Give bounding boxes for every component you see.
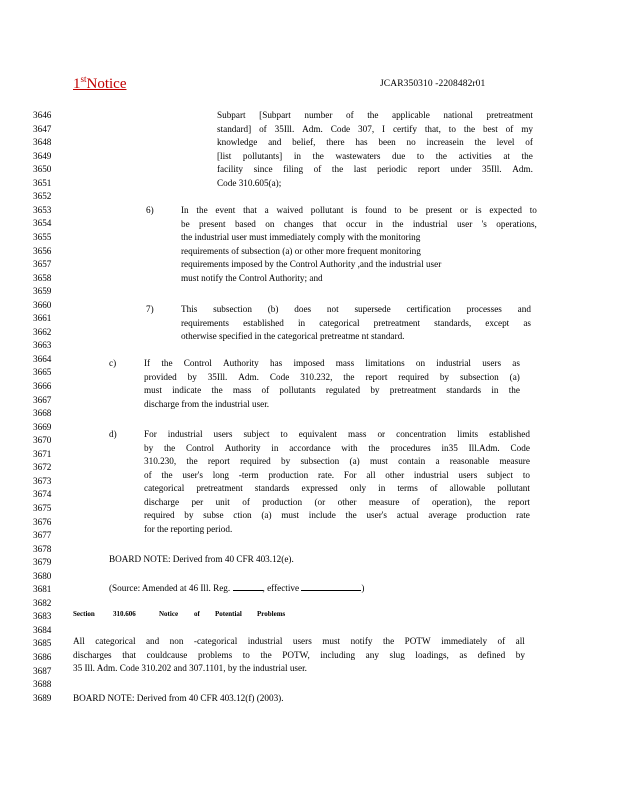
source-line xyxy=(109,581,364,596)
text-line: otherwise specified in the categorical pretreatme nt standard. xyxy=(181,331,405,342)
line-number: 3675 xyxy=(33,502,52,513)
line-number: 3649 xyxy=(33,150,52,161)
source-prefix: (Source: Amended at 46 Ill. Reg. xyxy=(109,583,231,593)
item-c-paragraph xyxy=(144,357,520,411)
line-number: 3684 xyxy=(33,624,52,635)
text-line: discharge per unit of production (or other measure of operation), the report xyxy=(144,496,530,507)
text-line: must notify the Control Authority; and xyxy=(181,272,323,283)
line-number: 3653 xyxy=(33,204,52,215)
text-line: of the user's long -term production rate. For all other industrial users subject to xyxy=(144,469,530,480)
text-line: standard] of 35Ill. Adm. Code 307, I certify that, to the best of my xyxy=(217,123,533,134)
text-line: knowledge and belief, there has been no increasein the level of xyxy=(217,137,533,148)
line-number: 3650 xyxy=(33,164,52,175)
item-7-paragraph xyxy=(181,303,531,344)
line-number: 3682 xyxy=(33,597,52,608)
text-line: provided by 35Ill. Adm. Code 310.232, the report required by subsection (a) xyxy=(144,371,520,382)
line-number: 3688 xyxy=(33,679,52,690)
section-label: Section xyxy=(73,610,95,618)
text-line: [list pollutants] in the wastewaters due to the activities at the xyxy=(217,150,533,161)
text-line: for the reporting period. xyxy=(144,523,233,534)
notice-prefix: 1 xyxy=(73,76,81,92)
line-number: 3647 xyxy=(33,123,52,134)
line-number: 3667 xyxy=(33,394,52,405)
text-line: All categorical and non -categorical industrial users must notify the POTW immediately of all xyxy=(73,636,525,646)
line-number: 3660 xyxy=(33,299,52,310)
line-number: 3646 xyxy=(33,110,52,120)
line-number: 3652 xyxy=(33,191,52,202)
text-line: facility since filing of the last periodic report under 35Ill. Adm. xyxy=(217,164,533,175)
text-line: be present based on changes that occur in the industrial user 's operations, xyxy=(181,218,537,229)
board-note-2: BOARD NOTE: Derived from 40 CFR 403.12(f) (2003). xyxy=(73,693,284,703)
effective-date-blank xyxy=(301,581,361,591)
section-title-word: of xyxy=(194,610,200,618)
line-number: 3674 xyxy=(33,489,52,500)
line-number: 3666 xyxy=(33,381,52,391)
text-line: requirements established in categorical pretreatment standards, except as xyxy=(181,317,531,328)
text-line: discharges that couldcause problems to the POTW, including any slug loadings, as defined by xyxy=(73,649,525,660)
text-line: the industrial user must immediately comply with the monitoring xyxy=(181,232,421,243)
line-number: 3658 xyxy=(33,272,52,283)
text-line: Code 310.605(a); xyxy=(217,177,282,188)
line-number: 3685 xyxy=(33,638,52,649)
line-number: 3671 xyxy=(33,448,52,459)
line-number: 3686 xyxy=(33,652,52,662)
text-line: requirements imposed by the Control Authority ,and the industrial user xyxy=(181,259,442,270)
line-number: 3681 xyxy=(33,584,52,595)
text-line: 35 Ill. Adm. Code 310.202 and 307.1101, by the industrial user. xyxy=(73,663,307,674)
line-number: 3655 xyxy=(33,231,52,242)
line-number: 3668 xyxy=(33,408,52,419)
text-line: must indicate the mass of pollutants regulated by pretreatment standards in the xyxy=(144,385,520,396)
text-line: requirements of subsection (a) or other more frequent monitoring xyxy=(181,245,421,256)
notice-word: Notice xyxy=(86,76,127,92)
document-id: JCAR350310 -2208482r01 xyxy=(380,79,486,89)
text-line: categorical pretreatment standards expressed only in terms of allowable pollutant xyxy=(144,483,530,494)
line-number: 3648 xyxy=(33,137,52,148)
line-number: 3670 xyxy=(33,435,52,446)
line-number: 3689 xyxy=(33,692,52,703)
line-number: 3657 xyxy=(33,259,52,270)
source-mid: , effective xyxy=(262,583,300,593)
line-number: 3672 xyxy=(33,462,52,473)
item-c-label: c) xyxy=(109,358,117,368)
text-line: 310.230, the report required by subsection (a) must contain a reasonable measure xyxy=(144,456,530,467)
notification-paragraph xyxy=(73,635,525,676)
item-d-label: d) xyxy=(109,429,117,439)
text-line: required by subse ction (a) must include the user's actual average production rate xyxy=(144,510,530,521)
item-6-label: 6) xyxy=(146,205,154,215)
notice-superscript: st xyxy=(80,74,87,84)
line-number: 3683 xyxy=(33,611,52,622)
line-number: 3664 xyxy=(33,353,52,364)
section-number: 310.606 xyxy=(113,610,136,618)
line-number: 3651 xyxy=(33,177,52,188)
source-end: ) xyxy=(361,583,365,593)
line-number: 3679 xyxy=(33,557,52,568)
text-line: In the event that a waived pollutant is found to be present or is expected to xyxy=(181,205,537,215)
text-line: For industrial users subject to equivalent mass or concentration limits established xyxy=(144,429,530,439)
register-blank xyxy=(233,581,263,591)
item-d-paragraph xyxy=(144,428,530,536)
line-number: 3661 xyxy=(33,313,52,324)
line-number: 3659 xyxy=(33,286,52,297)
text-line: Subpart [Subpart number of the applicable national pretreatment xyxy=(217,110,533,120)
text-line: If the Control Authority has imposed mass limitations on industrial users as xyxy=(144,358,520,368)
text-line: by the Control Authority in accordance with the procedures in35 Ill.Adm. Code xyxy=(144,442,530,453)
line-number: 3680 xyxy=(33,570,52,581)
line-number: 3677 xyxy=(33,530,52,541)
notice-heading xyxy=(73,74,135,93)
item-7-label: 7) xyxy=(146,304,154,314)
text-line: This subsection (b) does not supersede certification processes and xyxy=(181,304,531,314)
line-number: 3654 xyxy=(33,218,52,229)
item-6-paragraph xyxy=(181,204,537,285)
line-number: 3665 xyxy=(33,367,52,378)
line-number: 3656 xyxy=(33,245,52,256)
text-line: discharge from the industrial user. xyxy=(144,398,270,409)
section-title-word: Problems xyxy=(257,610,286,618)
line-number: 3663 xyxy=(33,340,52,351)
section-title-word: Potential xyxy=(215,610,242,618)
subpart-paragraph xyxy=(217,109,533,190)
section-title-word: Notice xyxy=(159,610,179,618)
line-number: 3678 xyxy=(33,543,52,554)
line-number: 3687 xyxy=(33,665,52,676)
line-number: 3676 xyxy=(33,516,52,527)
line-number: 3669 xyxy=(33,421,52,432)
line-number: 3673 xyxy=(33,475,52,486)
line-number: 3662 xyxy=(33,326,52,337)
board-note-1: BOARD NOTE: Derived from 40 CFR 403.12(e). xyxy=(109,554,294,564)
